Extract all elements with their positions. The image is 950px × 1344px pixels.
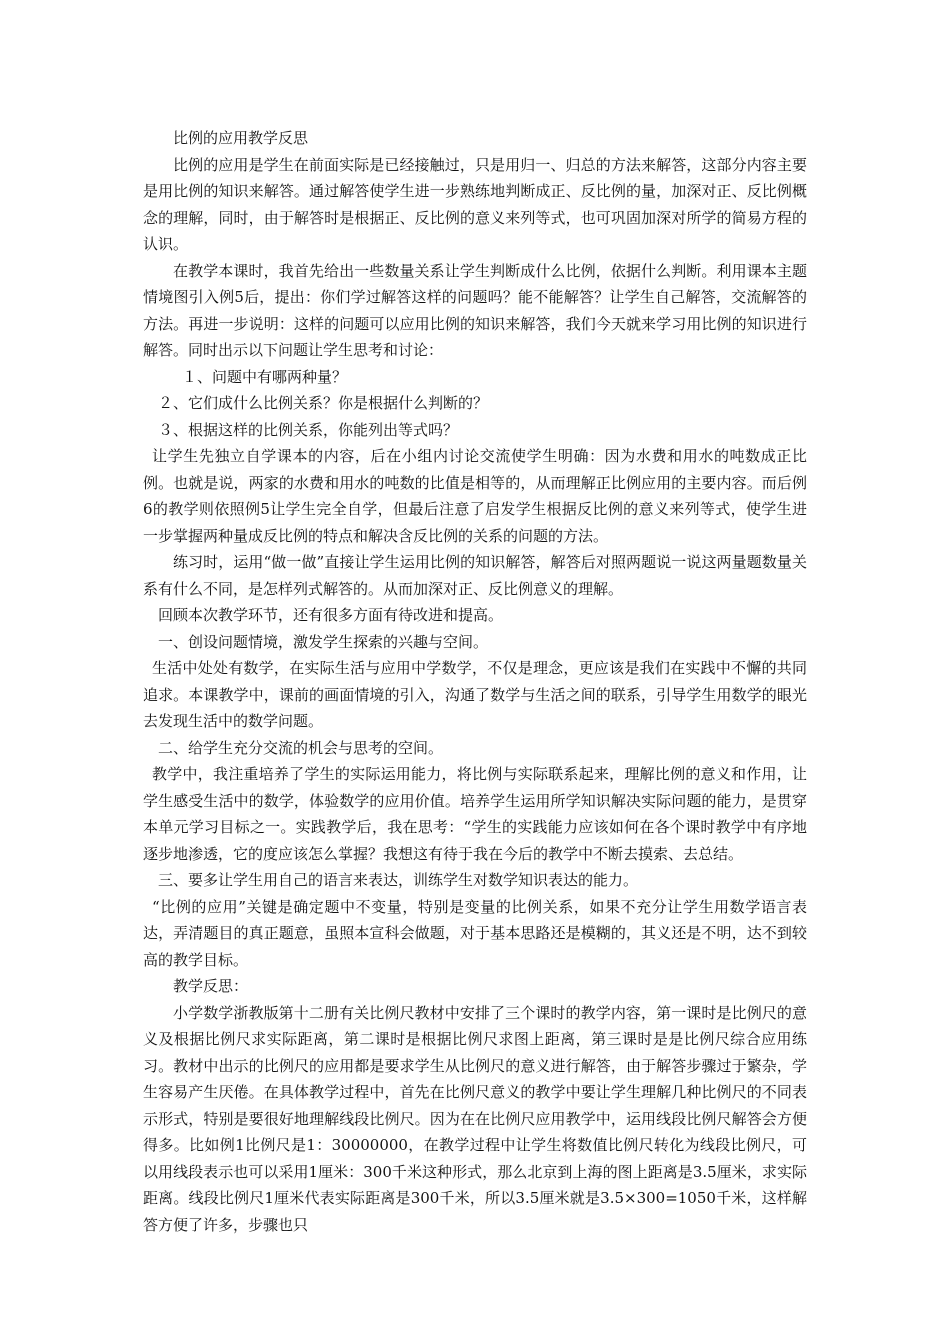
subheading-reflection: 教学反思： xyxy=(173,977,249,995)
paragraph-practice: 练习时，运用“做一做”直接让学生运用比例的知识解答，解答后对照两题说一说这两量题数量关系有什么不同，是怎样列式解答的。从而加深对正、反比例意义的理解。 xyxy=(143,553,807,598)
document-body xyxy=(143,125,807,1238)
question-item-2: ２、它们成什么比例关系？你是根据什么判断的？ xyxy=(158,394,489,412)
paragraph-intro: 比例的应用是学生在前面实际是已经接触过，只是用归一、归总的方法来解答，这部分内容主要是用比例的知识来解答。通过解答使学生进一步熟练地判断成正、反比例的量，加深对正、反比例概念的理解，同时，由于解答时是根据正、反比例的意义来列等式，也可巩固加深对所学的简易方程的认识。 xyxy=(143,155,807,253)
section-heading-3: 三、要多让学生用自己的语言来表达，训练学生对数学知识表达的能力。 xyxy=(158,871,639,889)
section-heading-2: 二、给学生充分交流的机会与思考的空间。 xyxy=(158,738,444,757)
paragraph-section-1: 生活中处处有数学，在实际生活与应用中学数学，不仅是理念，更应该是我们在实践中不懈的共同追求。本课教学中，课前的画面情境的引入，沟通了数学与生活之间的联系，引导学生用数学的眼光去发现生活中的数学问题。 xyxy=(143,659,807,730)
paragraph-section-2: 教学中，我注重培养了学生的实际运用能力，将比例与实际联系起来，理解比例的意义和作用，让学生感受生活中的数学，体验数学的应用价值。培养学生运用所学知识解决实际问题的能力，是贯穿本单元学习目标之一。实践教学后，我在思考：“学生的实践能力应该如何在各个课时教学中有序地逐步地渗透，它的度应该怎么掌握？我想这有待于我在今后的教学中不断去摸索、去总结。 xyxy=(143,765,807,863)
section-heading-1: 一、创设问题情境，激发学生探索的兴趣与空间。 xyxy=(158,632,489,651)
question-item-1: １、问题中有哪两种量？ xyxy=(182,367,348,386)
paragraph-self-study: 让学生先独立自学课本的内容，后在小组内讨论交流使学生明确：因为水费和用水的吨数成正比例。也就是说，两家的水费和用水的吨数的比值是相等的，从而理解正比例应用的主要内容。而后例6的教学则依照例5让学生完全自学，但最后注意了启发学生根据反比例的意义来列等式，使学生进一步掌握两种量成反比例的特点和解决含反比例的关系的问题的方法。 xyxy=(143,447,807,545)
document-title: 比例的应用教学反思 xyxy=(173,129,309,147)
paragraph-section-3: “比例的应用”关键是确定题中不变量，特别是变量的比例关系，如果不充分让学生用数学语言表达，弄清题目的真正题意，虽照本宣科会做题，对于基本思路还是模糊的，其义还是不明，达不到较高的教学目标。 xyxy=(143,897,807,969)
question-item-3: ３、根据这样的比例关系，你能列出等式吗？ xyxy=(158,420,459,439)
paragraph-scale-reflection: 小学数学浙教版第十二册有关比例尺教材中安排了三个课时的教学内容，第一课时是比例尺的意义及根据比例尺求实际距离，第二课时是根据比例尺求图上距离，第三课时是是比例尺综合应用练习。教材中出示的比例尺的应用都是要求学生从比例尺的意义进行解答，由于解答步骤过于繁杂，学生容易产生厌倦。在具体教学过程中，首先在比例尺意义的教学中要让学生理解几种比例尺的不同表示形式，特别是要很好地理解线段比例尺。因为在在比例尺应用教学中，运用线段比例尺解答会方便得多。比如例1比例尺是1：30000000，在教学过程中让学生将数值比例尺转化为线段比例尺，可以用线段表示也可以采用1厘米：300千米这种形式，那么北京到上海的图上距离是3.5厘米，求实际距离。线段比例尺1厘米代表实际距离是300千米，所以3.5厘米就是3.5×300=1050千米，这样解答方便了许多，步骤也只 xyxy=(143,1003,807,1234)
paragraph-lesson-process: 在教学本课时，我首先给出一些数量关系让学生判断成什么比例，依据什么判断。利用课本主题情境图引入例5后，提出：你们学过解答这样的问题吗？能不能解答？让学生自己解答，交流解答的方法。再进一步说明：这样的问题可以应用比例的知识来解答，我们今天就来学习用比例的知识进行解答。同时出示以下问题让学生思考和讨论： xyxy=(143,261,807,359)
paragraph-review: 回顾本次教学环节，还有很多方面有待改进和提高。 xyxy=(158,606,504,624)
